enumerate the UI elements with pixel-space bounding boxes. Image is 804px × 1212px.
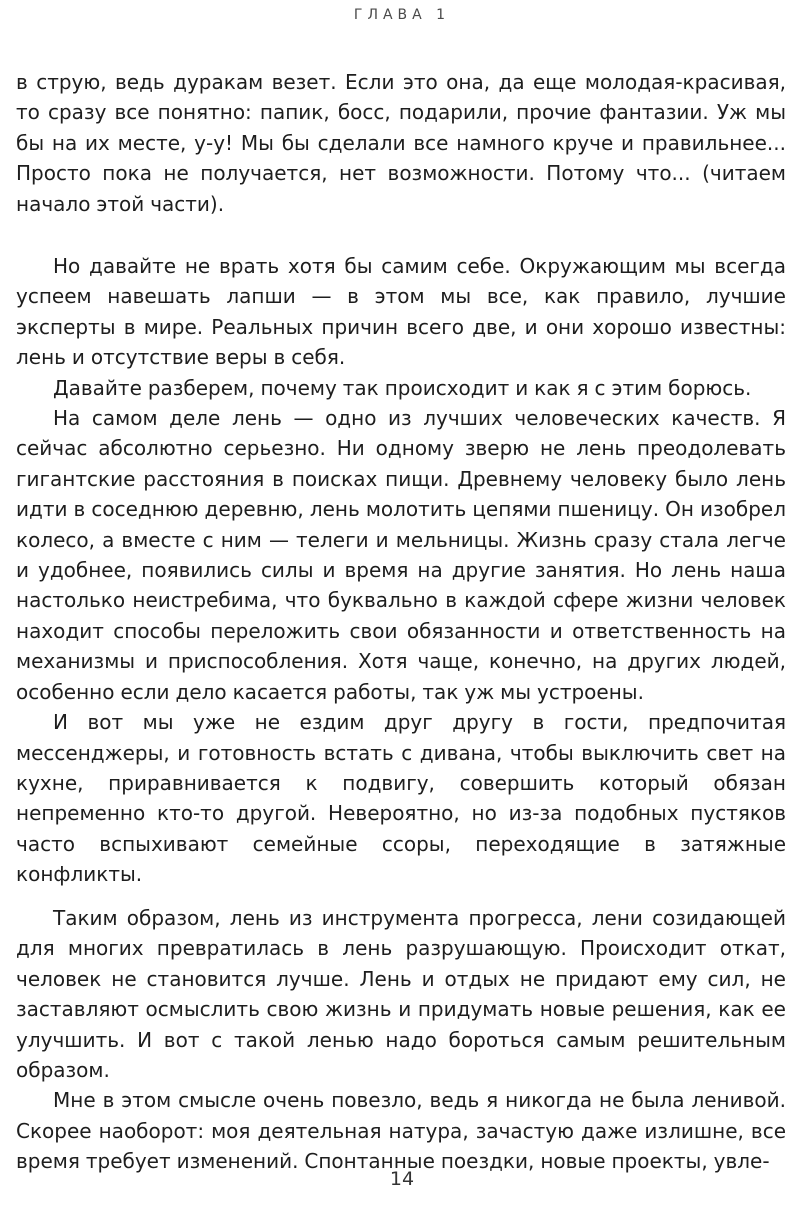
paragraph: Таким образом, лень из инструмента прогресса, лени созидающей для многих превратилась в лень разрушающую. Происходит откат, человек не становится лучше. Лень и отдых не придают ему сил, не заставляют осмыслить свою жизнь и придумать новые решения, как ее улучшить. И вот с такой ленью надо бороться самым решительным образом. <box>16 906 786 1083</box>
text-block-laziness <box>16 251 786 890</box>
running-head: ГЛАВА 1 <box>353 7 451 23</box>
page-number: 14 <box>389 1168 415 1190</box>
paragraph: Давайте разберем, почему так происходит и как я с этим борюсь. <box>53 375 752 400</box>
paragraph: в струю, ведь дуракам везет. Если это она, да еще молодая-красивая, то сразу все понятно: папик, босс, подарили, прочие фантазии. Уж мы бы на их месте, у-у! Мы бы сделали все намного круче и правильнее... Просто пока не получается, нет возможности. Потому что... (читаем начало этой части). <box>16 70 786 216</box>
text-block-continuation <box>16 67 786 219</box>
paragraph: Мне в этом смысле очень повезло, ведь я никогда не была ленивой. Скорее наоборот: моя деятельная натура, зачастую даже излишне, все время требует изменений. Спонтанные поездки, новые проекты, увле- <box>16 1088 786 1174</box>
paragraph: И вот мы уже не ездим друг другу в гости, предпочитая мессенджеры, и готовность встать с дивана, чтобы выключить свет на кухне, приравнивается к подвигу, совершить который обязан непременно кто-то другой. Невероятно, но из-за подобных пустяков часто вспыхивают семейные ссоры, переходящие в затяжные конфликты. <box>16 710 786 887</box>
paragraph: Но давайте не врать хотя бы самим себе. Окружающим мы всегда успеем навешать лапши — в этом мы все, как правило, лучшие эксперты в мире. Реальных причин всего две, и они хорошо известны: лень и отсутствие веры в себя. <box>16 254 786 370</box>
paragraph: На самом деле лень — одно из лучших человеческих качеств. Я сейчас абсолютно серьезно. Ни одному зверю не лень преодолевать гигантские расстояния в поисках пищи. Древнему человеку было лень идти в соседнюю деревню, лень молотить цепями пшеницу. Он изобрел колесо, а вместе с ним — телеги и мельницы. Жизнь сразу стала легче и удобнее, появились силы и время на другие занятия. Но лень наша настолько неистребима, что буквально в каждой сфере жизни человек находит способы переложить свои обязанности и ответственность на механизмы и приспособления. Хотя чаще, конечно, на других людей, особенно если дело касается работы, так уж мы устроены. <box>16 406 786 704</box>
text-block-destructive-laziness <box>16 903 786 1177</box>
